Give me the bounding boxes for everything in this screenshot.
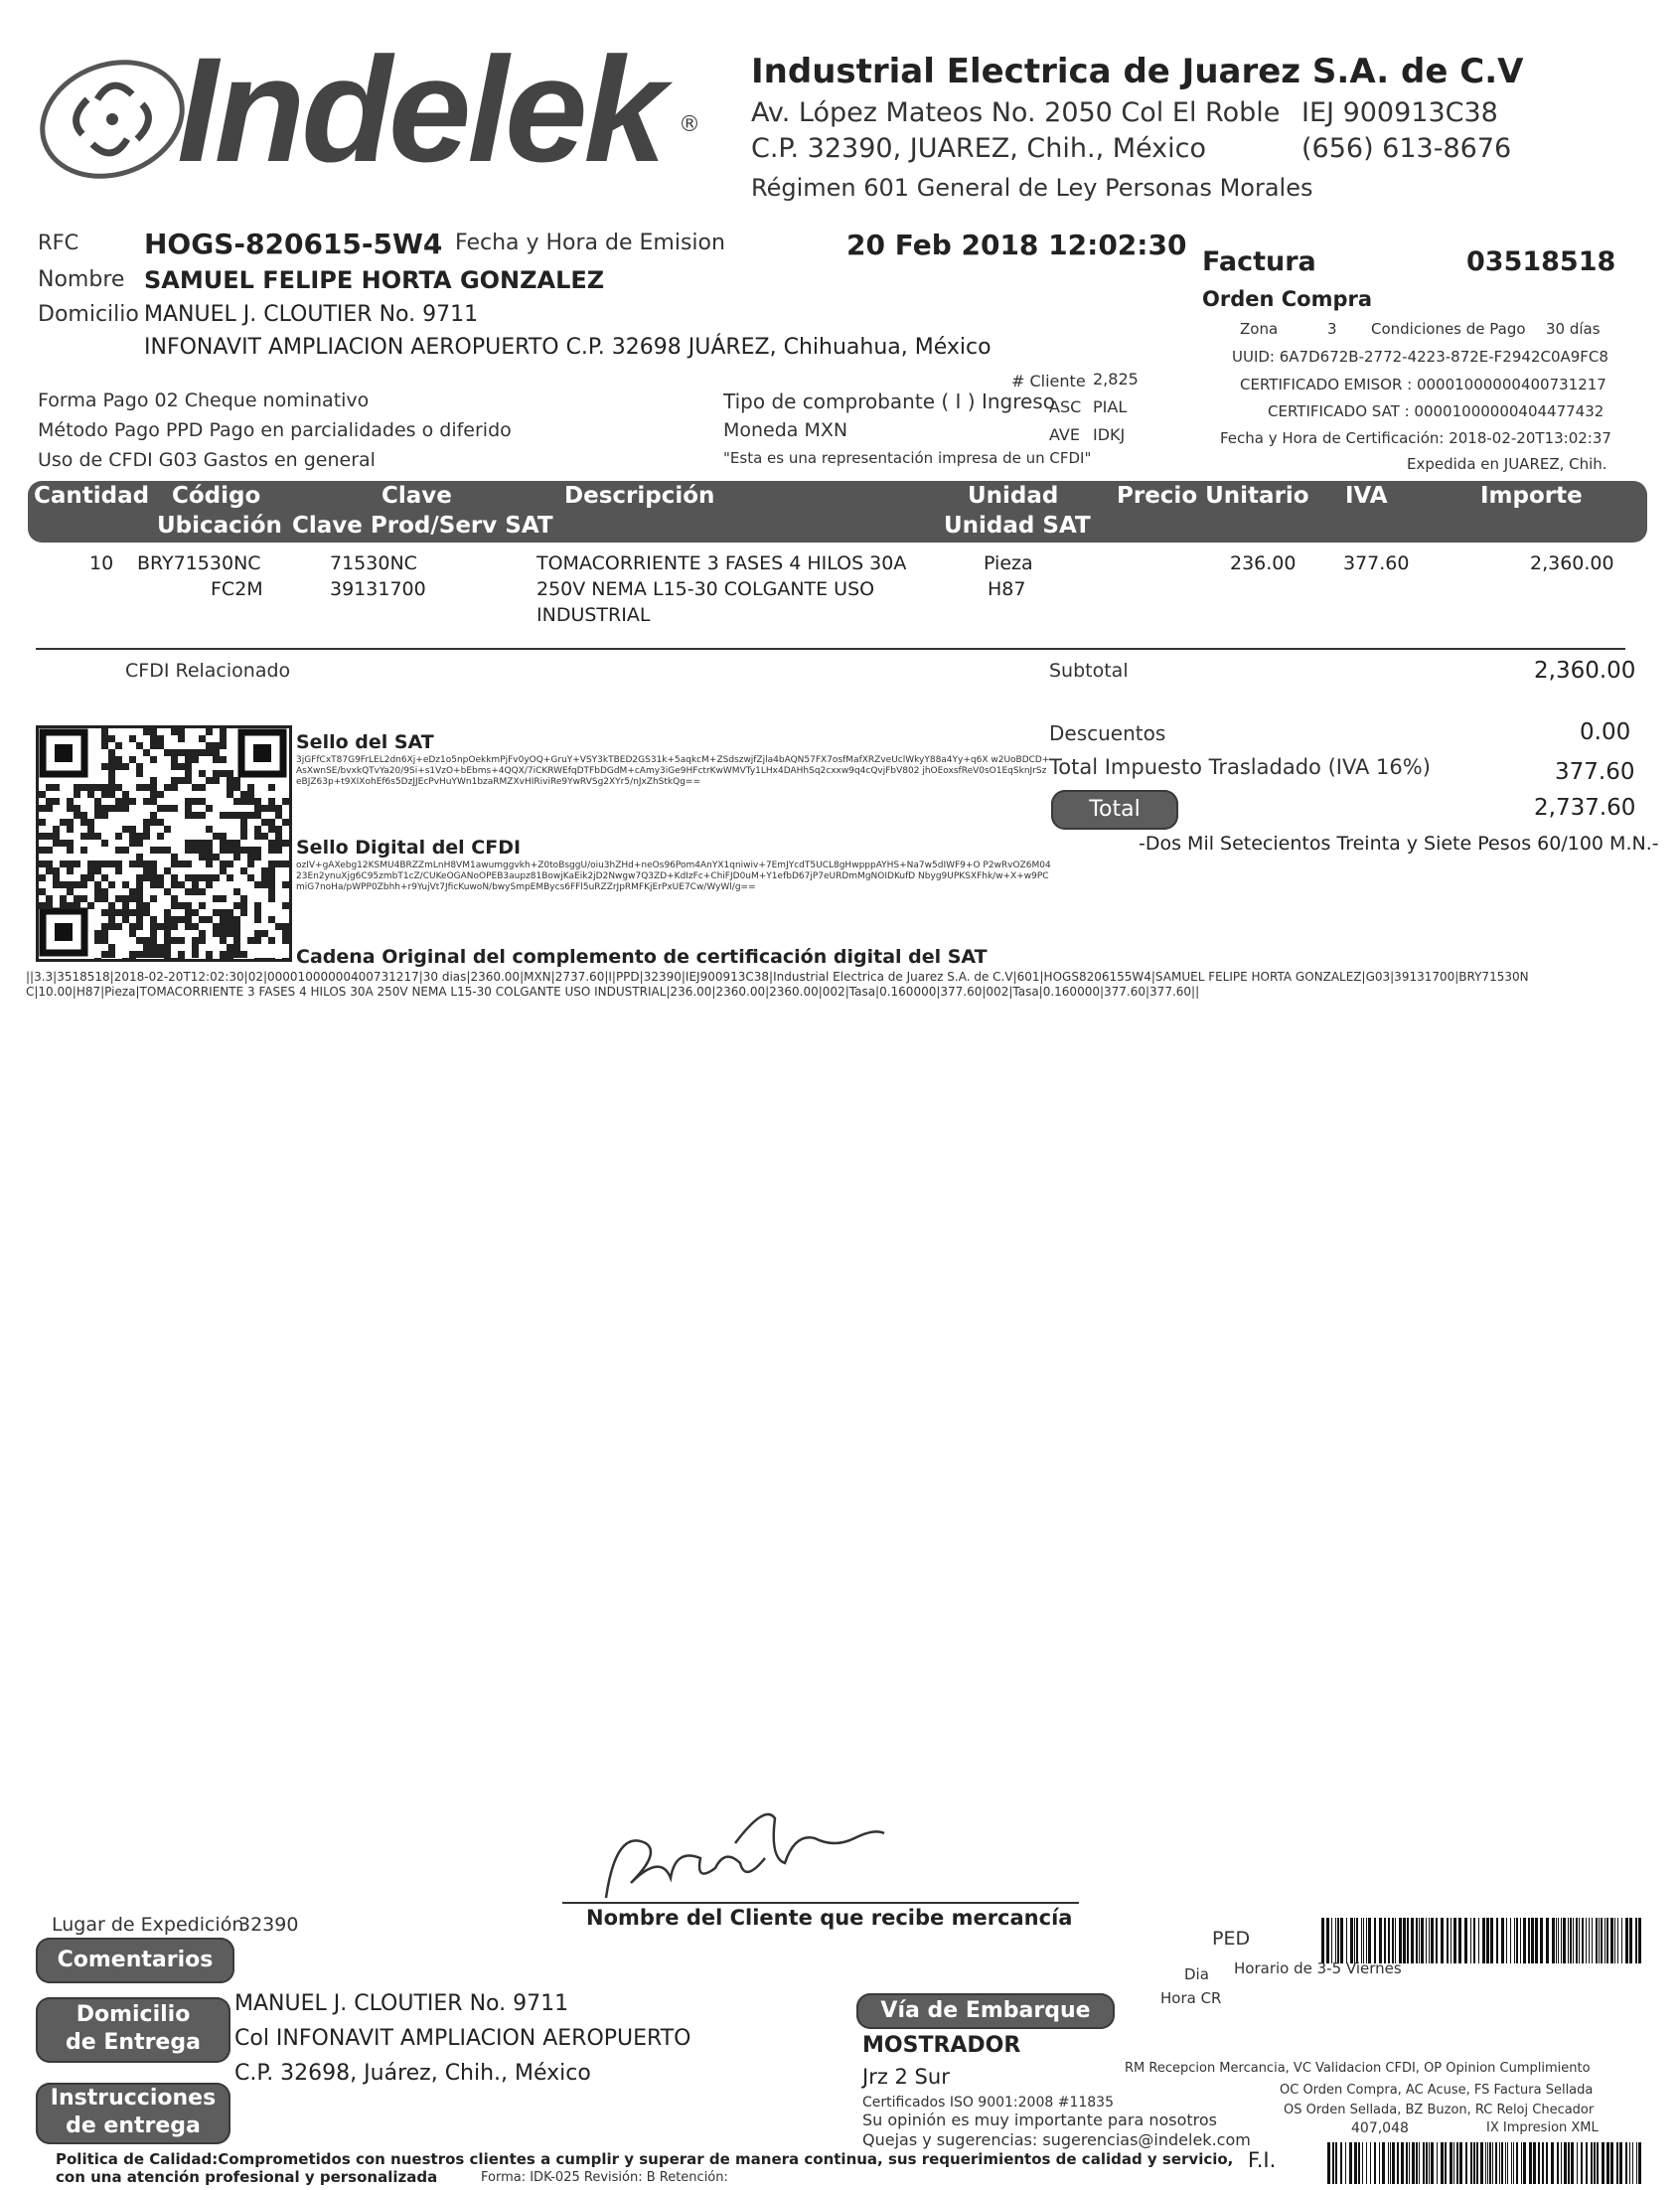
company-rfc: IEJ 900913C38 xyxy=(1301,97,1498,128)
col-descripcion: Descripción xyxy=(564,483,715,509)
col-iva: IVA xyxy=(1345,483,1388,509)
client-address-1: MANUEL J. CLOUTIER No. 9711 xyxy=(144,302,479,327)
row-precio: 236.00 xyxy=(1230,552,1297,574)
col-unidad-sat: Unidad SAT xyxy=(944,513,1091,539)
client-rfc: HOGS-820615-5W4 xyxy=(144,228,443,260)
company-regimen: Régimen 601 General de Ley Personas Morales xyxy=(751,174,1313,202)
via-embarque-tab: Vía de Embarque xyxy=(856,1993,1115,2029)
total-badge: Total xyxy=(1051,790,1178,830)
certificados-iso: Certificados ISO 9001:2008 #11835 xyxy=(862,2095,1114,2111)
col-codigo: Código xyxy=(172,483,261,509)
company-phone: (656) 613-8676 xyxy=(1301,133,1512,164)
row-clave: 71530NC xyxy=(330,552,417,574)
comentarios-tab: Comentarios xyxy=(36,1938,234,1983)
row-importe: 2,360.00 xyxy=(1530,552,1614,574)
sello-sat-label: Sello del SAT xyxy=(296,731,434,753)
representacion-note: "Esta es una representación impresa de un CFDI" xyxy=(723,449,1092,467)
row-codigo: BRY71530NC xyxy=(137,552,261,574)
condiciones-label: Condiciones de Pago xyxy=(1371,320,1526,338)
instrucciones-label: Instrucciones de entrega xyxy=(50,2086,217,2138)
cert-sat: CERTIFICADO SAT : 00001000000404477432 xyxy=(1268,402,1604,420)
factura-label: Factura xyxy=(1202,246,1316,277)
fan-icon xyxy=(28,45,197,194)
moneda: Moneda MXN xyxy=(723,419,848,441)
ave-value: IDKJ xyxy=(1093,425,1126,444)
legend-4: IX Impresion XML xyxy=(1486,2120,1599,2135)
row-clave-sat: 39131700 xyxy=(330,578,426,600)
politica-calidad-2: con una atención profesional y personalizada xyxy=(56,2168,438,2186)
legend-3: OS Orden Sellada, BZ Buzon, RC Reloj Checador xyxy=(1284,2103,1595,2117)
lugar-expedicion-label: Lugar de Expedición xyxy=(52,1914,244,1936)
cliente-num-label: # Cliente xyxy=(1011,372,1086,391)
subtotal-label: Subtotal xyxy=(1049,660,1129,682)
zona-value: 3 xyxy=(1327,320,1337,338)
forma-pago: Forma Pago 02 Cheque nominativo xyxy=(38,390,370,411)
impuesto-value: 377.60 xyxy=(1555,759,1635,785)
legend-2: OC Orden Compra, AC Acuse, FS Factura Sellada xyxy=(1280,2083,1594,2098)
company-address-1: Av. López Mateos No. 2050 Col El Roble xyxy=(751,97,1281,128)
col-unidad: Unidad xyxy=(968,483,1059,509)
metodo-pago: Método Pago PPD Pago en parcialidades o diferido xyxy=(38,419,512,441)
col-importe: Importe xyxy=(1480,483,1583,509)
lugar-expedicion-value: 32390 xyxy=(238,1914,299,1936)
row-descripcion-2: 250V NEMA L15-30 COLGANTE USO xyxy=(536,578,875,600)
orden-compra-label: Orden Compra xyxy=(1202,287,1373,311)
col-cantidad: Cantidad xyxy=(34,483,150,509)
domicilio-label: Domicilio xyxy=(38,302,139,327)
cadena-label: Cadena Original del complemento de certificación digital del SAT xyxy=(296,946,988,968)
asc-value: PIAL xyxy=(1093,397,1128,416)
descuentos-label: Descuentos xyxy=(1049,721,1166,745)
ped-label: PED xyxy=(1212,1928,1251,1950)
cliente-num: 2,825 xyxy=(1093,370,1139,389)
sucursal: Jrz 2 Sur xyxy=(862,2065,950,2089)
expedida-en: Expedida en JUAREZ, Chih. xyxy=(1407,455,1607,473)
table-divider xyxy=(36,648,1625,650)
table-row xyxy=(28,547,1647,636)
cert-emisor: CERTIFICADO EMISOR : 00001000000400731217 xyxy=(1240,376,1606,393)
registered-mark: ® xyxy=(679,112,700,137)
fecha-label: Fecha y Hora de Emision xyxy=(455,231,725,255)
zona-label: Zona xyxy=(1240,320,1279,338)
condiciones-value: 30 días xyxy=(1546,320,1601,338)
fi-label: F.I. xyxy=(1248,2148,1277,2172)
sello-sat: 3jGFfCxT87G9FrLEL2dn6Xj+eDz1o5npOekkmPjFv0yOQ+GruY+VSY3kTBED2GS31k+5aqkcM+ZSdszwjfZjla4bAQN57FX7osfMafXRZveUclWkyY88a4Yy+q6X w2UoBDCD+AsXwnSE/bvxkQTvYa20/9Si+s1VzO+bEbms+4QQX/7iCKRWEfqDTFbDGdM+cAmy3iGe9HFctrKwWMVTy1LHx4DAHhSq2cxxw9q4cQvjFbV802 jhOEoxsfReV0sO1EqSknJrSzeBJZ63p+t9XIXohEf6s5DzJJEcPvHuYWn1bzaRMZXvHIRiviRe9YwRVSg2XYr5/nJxZhStkQg== xyxy=(296,755,1050,787)
signature-caption: Nombre del Cliente que recibe mercancía xyxy=(586,1906,1073,1930)
cadena-original: ||3.3|3518518|2018-02-20T12:02:30|02|00001000000400731217|30 dias|2360.00|MXN|2737.60|I|PPD|32390|IEJ900913C38|Industrial Electrica de Juarez S.A. de C.V|601|HOGS8206155W4|SAMUEL FELIPE HORTA GONZALEZ|G03|39131700|BRY71530NC|10.00|H87|Pieza|TOMACORRIENTE 3 FASES 4 HILOS 30A 250V NEMA L15-30 COLGANTE USO INDUSTRIAL|236.00|2360.00|2360.00|002|Tasa|0.160000|377.60|002|Tasa|0.160000|377.60|377.60|| xyxy=(26,970,1529,999)
code-407: 407,048 xyxy=(1351,2120,1409,2136)
impuesto-label: Total Impuesto Trasladado (IVA 16%) xyxy=(1049,755,1431,779)
col-clave-sat: Clave Prod/Serv SAT xyxy=(292,513,553,539)
entrega-line-3: C.P. 32698, Juárez, Chih., México xyxy=(234,2061,591,2086)
domicilio-entrega-label: Domicilio de Entrega xyxy=(66,2002,201,2055)
logo-wordmark: Indelek xyxy=(177,26,663,193)
factura-number: 03518518 xyxy=(1466,246,1616,277)
horario: Horario de 3-5 Viernes xyxy=(1234,1959,1402,1977)
entrega-line-1: MANUEL J. CLOUTIER No. 9711 xyxy=(234,1991,569,2016)
row-unidad: Pieza xyxy=(984,552,1033,574)
signature-line xyxy=(562,1902,1079,1904)
opinion-text: Su opinión es muy importante para nosotros xyxy=(862,2111,1218,2129)
client-address-2: INFONAVIT AMPLIACION AEROPUERTO C.P. 32698 JUÁREZ, Chihuahua, México xyxy=(144,335,992,360)
items-table-header xyxy=(28,481,1647,543)
domicilio-entrega-tab xyxy=(36,1997,230,2063)
forma-code: Forma: IDK-025 Revisión: B Retención: xyxy=(481,2170,728,2185)
cfdi-relacionado: CFDI Relacionado xyxy=(125,660,291,682)
fecha-emision: 20 Feb 2018 12:02:30 xyxy=(846,229,1187,261)
company-name: Industrial Electrica de Juarez S.A. de C.V xyxy=(751,52,1524,91)
via-embarque-value: MOSTRADOR xyxy=(862,2033,1021,2058)
subtotal-value: 2,360.00 xyxy=(1534,658,1636,684)
asc-label: ASC xyxy=(1049,397,1082,416)
tipo-comprobante: Tipo de comprobante ( I ) Ingreso xyxy=(723,390,1055,413)
entrega-line-2: Col INFONAVIT AMPLIACION AEROPUERTO xyxy=(234,2026,691,2051)
politica-calidad: Politica de Calidad:Comprometidos con nuestros clientes a cumplir y superar de manera continua, sus requerimientos de calidad y servicio, xyxy=(56,2150,1234,2168)
uuid: UUID: 6A7D672B-2772-4223-872E-F2942C0A9FC8 xyxy=(1232,348,1608,366)
row-unidad-sat: H87 xyxy=(988,578,1026,600)
descuentos-value: 0.00 xyxy=(1580,719,1631,745)
nombre-label: Nombre xyxy=(38,267,125,292)
barcode-bottom xyxy=(1327,2142,1643,2184)
row-iva: 377.60 xyxy=(1343,552,1410,574)
legend-1: RM Recepcion Mercancia, VC Validacion CFDI, OP Opinion Cumplimiento xyxy=(1125,2061,1591,2076)
row-ubicacion: FC2M xyxy=(211,578,263,600)
col-ubicacion: Ubicación xyxy=(157,513,282,539)
row-descripcion-1: TOMACORRIENTE 3 FASES 4 HILOS 30A xyxy=(536,552,907,574)
instrucciones-tab xyxy=(36,2083,230,2144)
rfc-label: RFC xyxy=(38,231,79,254)
company-logo xyxy=(28,26,703,204)
sello-cfdi-label: Sello Digital del CFDI xyxy=(296,837,522,859)
qr-code xyxy=(36,725,292,962)
dia-label: Dia xyxy=(1184,1965,1209,1983)
sello-cfdi: ozIV+gAXebg12KSMU4BRZZmLnH8VM1awumggvkh+Z0toBsggU/oiu3hZHd+neOs96Pom4AnYX1qniwiv+7EmJYcdT5UCL8gHwpppAYHS+Na7w5dIWF9+O P2wRvOZ6M0423En2ynuXjg6C95zmbT1cZ/CUKeOGANoOPEB3aupz81BowjKaEik2jD2Nwgw7Q3ZD+KdIzFc+ChiFJD0uM+Y1efbD67jP7eURDmMgNOIDKufD Nbyg9UPKSXFhk/w+X+w9PCmiG7noHa/pWPP0Zbhh+r9YujVt7JficKuwoN/bwySmpEMBycs6FFl5uRZZrJpRMFKjErPxUE7Cw/WyWl/g== xyxy=(296,860,1051,892)
fecha-certificacion: Fecha y Hora de Certificación: 2018-02-20T13:02:37 xyxy=(1220,429,1611,447)
quejas-text: Quejas y sugerencias: sugerencias@indelek.com xyxy=(862,2130,1251,2149)
col-clave: Clave xyxy=(382,483,452,509)
row-cantidad: 10 xyxy=(89,552,114,574)
hora-cr: Hora CR xyxy=(1160,1989,1222,2007)
ave-label: AVE xyxy=(1049,425,1080,444)
uso-cfdi: Uso de CFDI G03 Gastos en general xyxy=(38,449,376,471)
barcode-top xyxy=(1321,1918,1641,1963)
total-value: 2,737.60 xyxy=(1534,795,1636,821)
client-name: SAMUEL FELIPE HORTA GONZALEZ xyxy=(144,266,605,294)
col-precio: Precio Unitario xyxy=(1117,483,1309,509)
row-descripcion-3: INDUSTRIAL xyxy=(536,604,651,626)
total-letra: -Dos Mil Setecientos Treinta y Siete Pesos 60/100 M.N.- xyxy=(1139,833,1659,855)
company-address-2: C.P. 32390, JUAREZ, Chih., México xyxy=(751,133,1207,164)
